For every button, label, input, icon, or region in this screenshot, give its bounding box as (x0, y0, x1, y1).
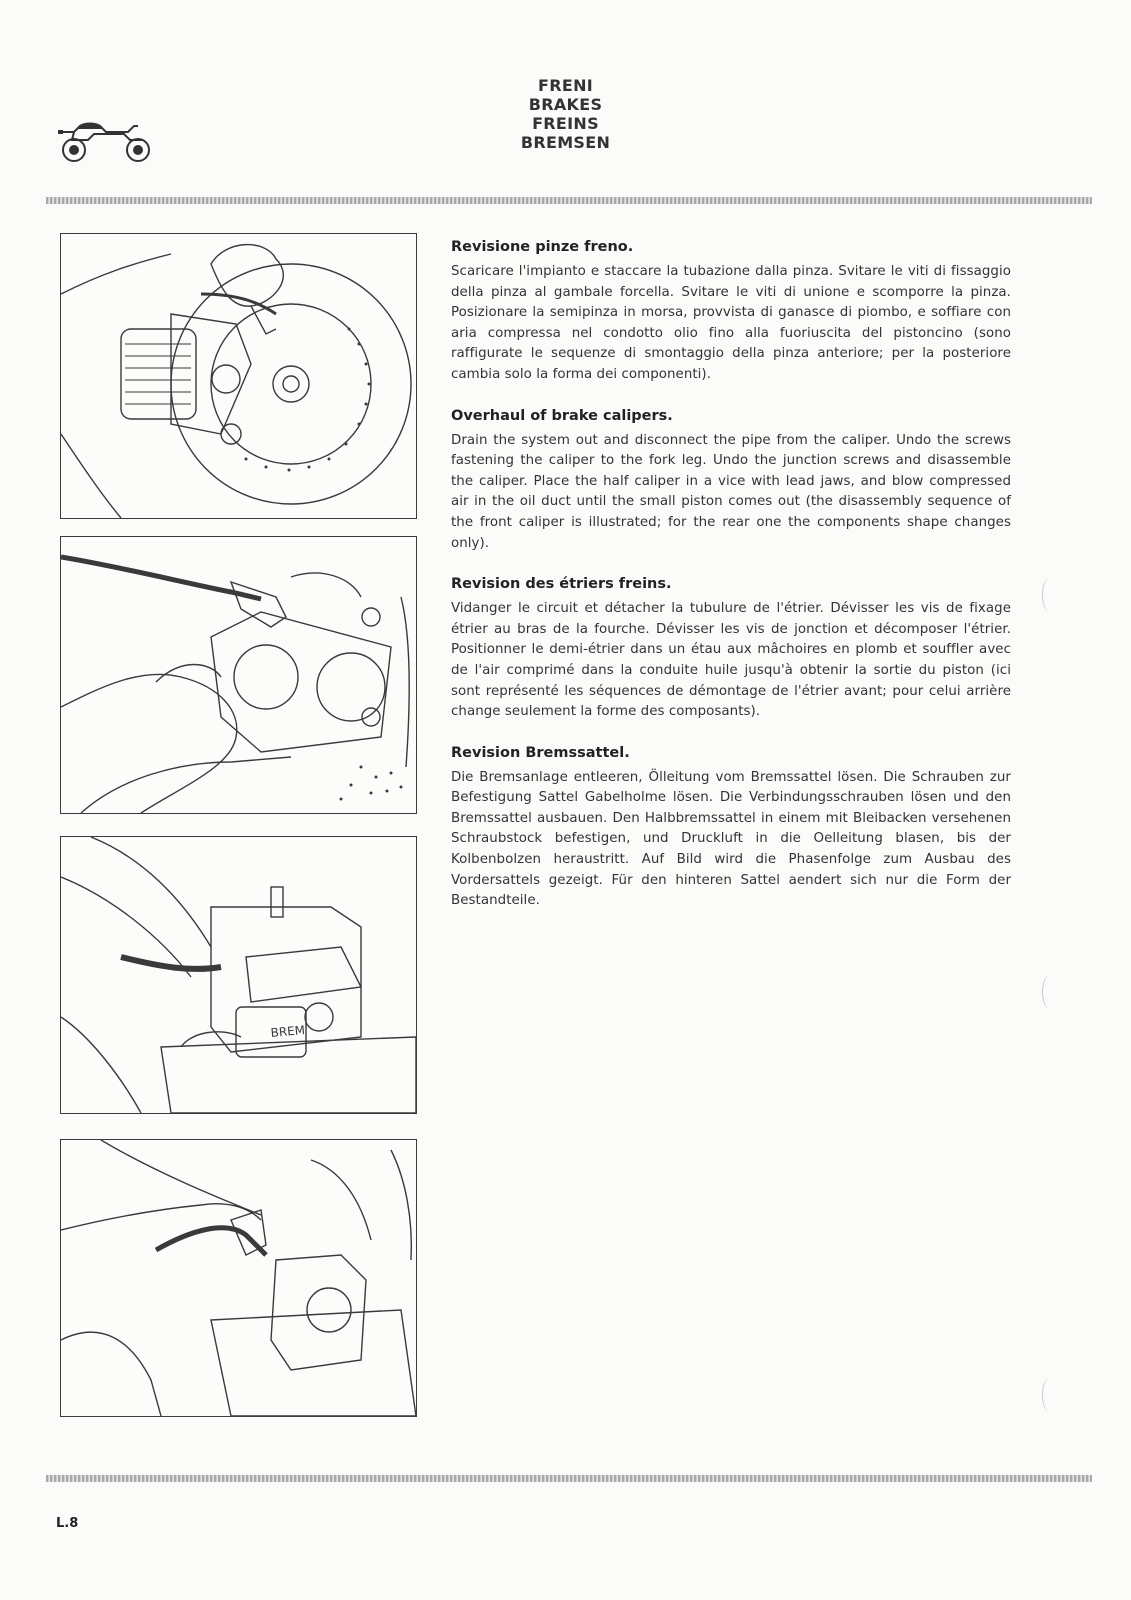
section-french (451, 575, 1011, 723)
page-number: L.8 (56, 1516, 79, 1531)
page-title (0, 76, 1131, 152)
section-heading: Revision des étriers freins. (451, 576, 672, 593)
binder-hole-mark (1042, 1378, 1057, 1412)
section-body: Drain the system out and disconnect the pipe from the caliper. Undo the screws fastening the caliper to the fork leg. Undo the junction screws and disassemble the caliper. Place the half caliper in a vice with lead jaws, and blow compressed air in the oil duct until the small piston comes out (the disassembly sequence of the front caliper is illustrated; for the rear one the components shape changes only). (451, 432, 1011, 551)
figure-caliper-in-vice (60, 836, 417, 1114)
motorcycle-icon (58, 118, 154, 166)
text-column (451, 238, 1011, 933)
title-italian: FRENI (537, 76, 594, 95)
figure-caliper-air-blow (60, 1139, 417, 1417)
header-divider (46, 197, 1092, 204)
section-german (451, 744, 1011, 912)
title-french: FREINS (532, 114, 599, 133)
section-italian (451, 238, 1011, 386)
footer-divider (46, 1475, 1092, 1482)
binder-hole-mark (1042, 975, 1057, 1009)
section-english (451, 407, 1011, 555)
title-english: BRAKES (528, 95, 603, 114)
section-heading: Revisione pinze freno. (451, 239, 634, 255)
caliper-brand-text: BREM (270, 1023, 306, 1040)
section-body: Die Bremsanlage entleeren, Ölleitung vom Bremssattel lösen. Die Schrauben zur Befestigung Sattel Gabelholme lösen. Die Verbindungsschrauben lösen und den Bremssattel ausbauen. Den Halbbremssattel in einem mit Bleibacken versehenen Schraubstock befestigen, und Druckluft in die Oelleitung blasen, bis der Kolbenbolzen heraustritt. Auf Bild wird die Phasenfolge zum Ausbau des Vordersattels gezeigt. Für den hinteren Sattel aendert sich nur die Form der Bestandteile. (451, 769, 1011, 909)
section-body: Vidanger le circuit et détacher la tubulure de l'étrier. Dévisser les vis de fixage étrier au bras de la fourche. Dévisser les vis de jonction et décomposer l'étrier. Positionner le demi-étrier dans un étau aux mâchoires en plomb et souffler avec de l'air comprimé dans la conduite huile jusqu'à obtenir la sortie du piston (ici sont représenté les séquences de démontage de l'étrier avant; pour celui arrière change seulement la forme des composants). (451, 601, 1011, 720)
title-german: BREMSEN (520, 133, 611, 152)
section-heading: Revision Bremssattel. (451, 744, 630, 761)
figure-caliper-removal (60, 536, 417, 814)
binder-hole-mark (1042, 578, 1057, 612)
figure-caliper-on-wheel (60, 233, 417, 519)
section-heading: Overhaul of brake calipers. (451, 407, 673, 424)
section-body: Scaricare l'impianto e staccare la tubazione dalla pinza. Svitare le viti di fissaggio della pinza al gambale forcella. Svitare le viti di unione e scomporre la pinza. Posizionare la semipinza in morsa, provvista di ganasce di piombo, e soffiare con aria compressa nel condotto olio fino alla fuoriuscita del pistoncino (sono raffigurate le sequenze di smontaggio della pinza anteriore; per la posteriore cambia solo la forma dei componenti). (451, 264, 1011, 382)
